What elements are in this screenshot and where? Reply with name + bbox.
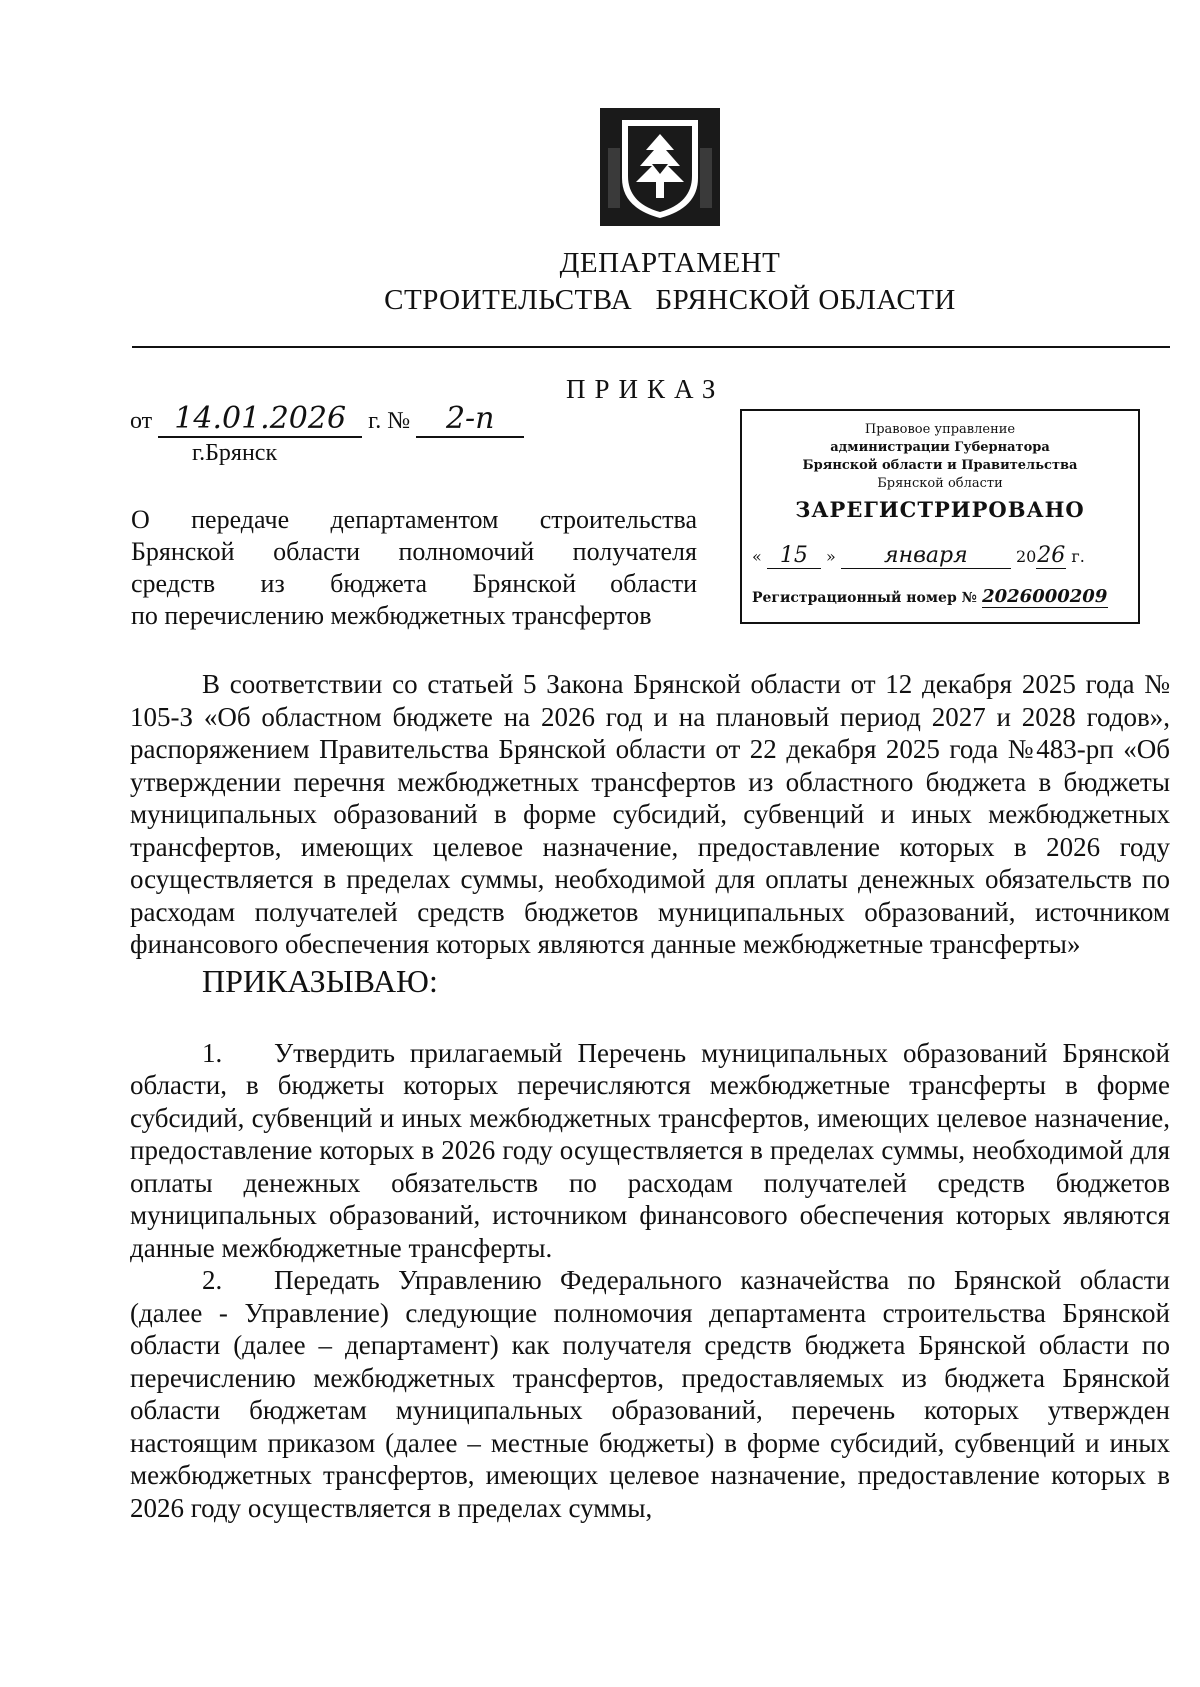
item-1-number: 1. bbox=[202, 1037, 223, 1068]
coat-of-arms-icon bbox=[600, 108, 720, 226]
stamp-line: Брянской области и Правительства bbox=[802, 458, 1078, 473]
subject-line: О передаче департаментом строительства bbox=[131, 505, 697, 534]
department-line-1: ДЕПАРТАМЕНТ bbox=[559, 247, 781, 279]
item-2-number: 2. bbox=[202, 1265, 223, 1295]
stamp-year-unit: г. bbox=[1071, 547, 1085, 566]
stamp-registered: ЗАРЕГИСТРИРОВАНО bbox=[795, 497, 1085, 522]
stamp-date-row: « 15 » января 2026 г. bbox=[752, 543, 1085, 568]
department-line-2: СТРОИТЕЛЬСТВА БРЯНСКОЙ ОБЛАСТИ bbox=[384, 284, 956, 316]
stamp-line: Брянской области bbox=[877, 476, 1003, 491]
stamp-line: Правовое управление bbox=[864, 422, 1016, 437]
number-label: г. № bbox=[368, 408, 411, 434]
order-date-line bbox=[130, 402, 524, 438]
stamp-line: администрации Губернатора bbox=[830, 440, 1050, 455]
subject-line: по перечислению межбюджетных трансфертов bbox=[131, 601, 652, 630]
subject-line: средств из бюджета Брянской области bbox=[131, 569, 697, 598]
item-2-paragraph bbox=[130, 1264, 1170, 1524]
stamp-day: 15 bbox=[767, 543, 821, 569]
from-label: от bbox=[130, 408, 153, 434]
stamp-reg-number: 2026000209 bbox=[982, 586, 1108, 607]
stamp-reg-label: Регистрационный номер № bbox=[752, 590, 977, 606]
preamble-paragraph: В соответствии со статьей 5 Закона Брянской области от 12 декабря 2025 года № 105-З «Об областном бюджете на 2026 год и на плановый период 2027 и 2028 годов», распоряжением Правительства Брянской области от 22 декабря 2025 года №483-рп «Об утверждении перечня межбюджетных трансфертов из областного бюджета в бюджеты муниципальных образований в форме субсидий, субвенций и иных межбюджетных трансфертов, имеющих целевое назначение, предоставление которых в 2026 году осуществляется в пределах суммы, необходимой для оплаты денежных обязательств по расходам получателей средств бюджетов муниципальных образований, источником финансового обеспечения которых являются данные межбюджетные трансферты» bbox=[130, 669, 1170, 959]
order-subject bbox=[131, 504, 697, 632]
item-2-text: Передать Управлению Федерального казначейства по Брянской области (далее - Управление) следующие полномочия департамента строительства Брянской области (далее – департамент) как получателя средств бюджета Брянской области по перечислению межбюджетных трансфертов, предоставляемых из бюджета Брянской области бюджетам муниципальных образований, перечень которых утвержден настоящим приказом (далее – местные бюджеты) в форме субсидий, субвенций и иных межбюджетных трансфертов, имеющих целевое назначение, предоставление которых в 2026 году осуществляется в пределах суммы, bbox=[130, 1265, 1170, 1523]
spacer bbox=[130, 1001, 1170, 1037]
department-header bbox=[300, 245, 1040, 319]
header-divider bbox=[132, 346, 1170, 348]
item-1-paragraph bbox=[130, 1037, 1170, 1265]
order-city: г.Брянск bbox=[192, 440, 278, 466]
registration-stamp bbox=[740, 409, 1140, 624]
item-1-text: Утвердить прилагаемый Перечень муниципальных образований Брянской области, в бюджеты которых перечисляются межбюджетные трансферты в форме субсидий, субвенций и иных межбюджетных трансфертов, имеющих целевое назначение, предоставление которых в 2026 году осуществляется в пределах суммы, необходимой для оплаты денежных обязательств по расходам получателей средств бюджетов муниципальных образований, источником финансового обеспечения которых являются данные межбюджетные трансферты. bbox=[130, 1037, 1170, 1263]
stamp-year-suffix: 26 bbox=[1037, 543, 1066, 568]
order-body bbox=[130, 668, 1170, 1524]
stamp-reg-row bbox=[752, 586, 1130, 608]
stamp-year-prefix: 20 bbox=[1015, 547, 1037, 566]
subject-line: Брянской области полномочий получателя bbox=[131, 537, 697, 566]
order-number: 2-п bbox=[416, 402, 524, 438]
stamp-month: января bbox=[841, 543, 1011, 569]
order-command: ПРИКАЗЫВАЮ: bbox=[202, 962, 438, 999]
order-date: 14.01.2026 bbox=[158, 402, 362, 438]
order-title: ПРИКАЗ bbox=[566, 374, 725, 404]
